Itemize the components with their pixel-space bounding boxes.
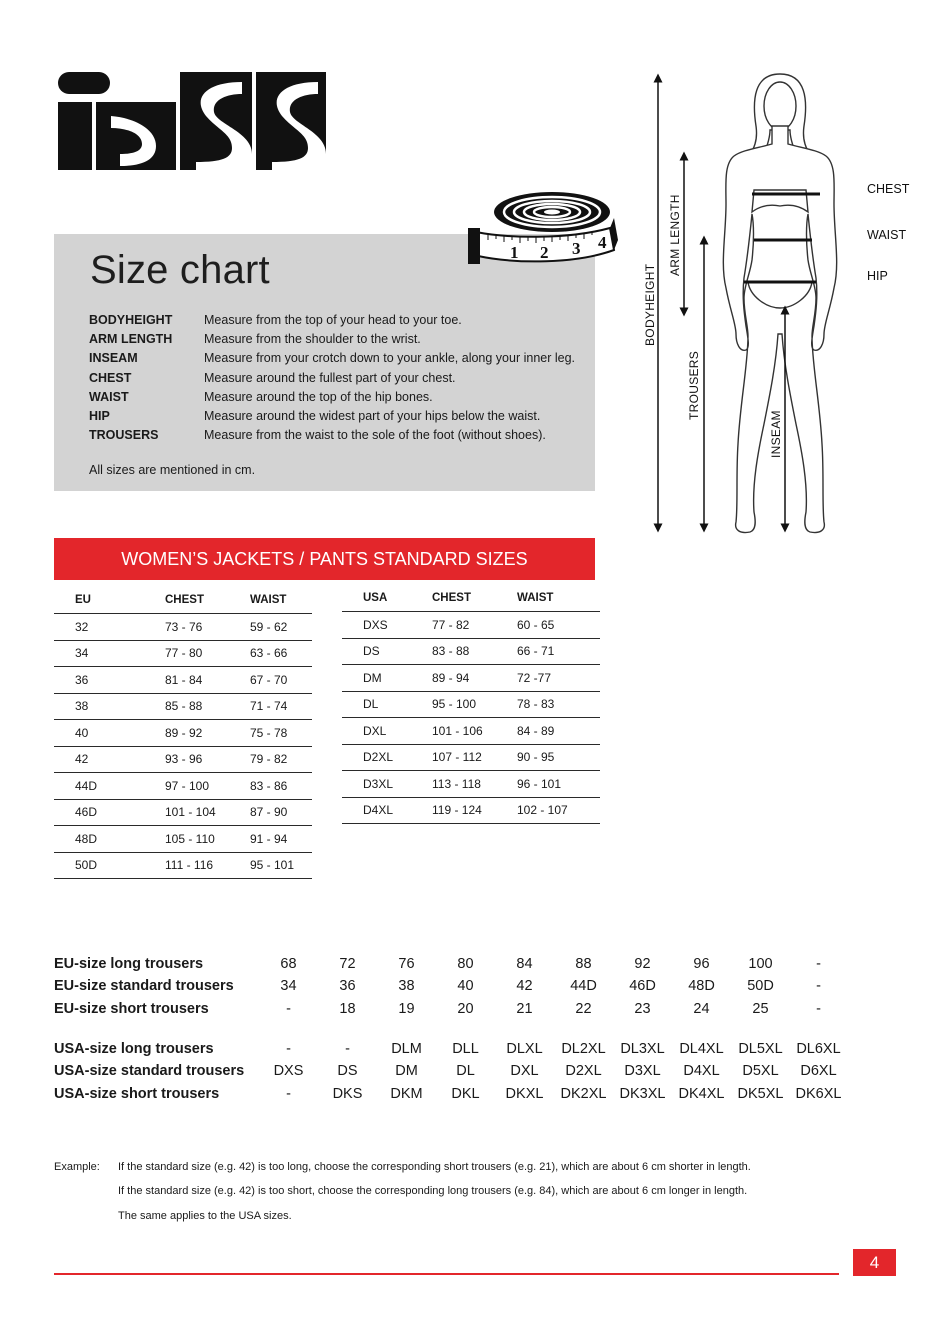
definition-desc: Measure from the waist to the sole of the foot (without shoes). <box>204 428 546 443</box>
table-row <box>342 691 600 718</box>
definition-term: HIP <box>89 408 110 423</box>
trousers-cell: DKM <box>390 1086 423 1102</box>
table-row <box>342 771 600 798</box>
trousers-cell: D5XL <box>742 1063 779 1079</box>
table-cell: 63 - 66 <box>250 640 312 667</box>
trousers-label: TROUSERS <box>687 350 701 420</box>
trousers-cell: DL5XL <box>738 1041 783 1057</box>
table-cell: 102 - 107 <box>517 797 600 824</box>
column-header: EU <box>75 594 91 606</box>
definition-row <box>89 407 575 426</box>
brand-logo <box>56 68 326 172</box>
trousers-cell: DXL <box>510 1063 539 1079</box>
trousers-cell: 80 <box>457 956 474 972</box>
trousers-cell: 72 <box>339 956 356 972</box>
trousers-cell: - <box>345 1041 350 1057</box>
table-cell: 85 - 88 <box>165 693 250 720</box>
chest-label: CHEST <box>867 182 910 196</box>
trousers-row-label: EU-size short trousers <box>54 1001 209 1017</box>
trousers-row-label: USA-size short trousers <box>54 1086 220 1102</box>
definition-term: WAIST <box>89 389 129 404</box>
table-cell: D3XL <box>342 771 432 798</box>
trousers-cell: - <box>286 1001 291 1017</box>
table-cell: DL <box>342 691 432 718</box>
units-note: All sizes are mentioned in cm. <box>89 463 256 477</box>
trousers-cell: DK2XL <box>560 1086 607 1102</box>
table-row <box>54 614 312 641</box>
example-label: Example: <box>54 1161 100 1173</box>
size-chart-panel <box>54 234 595 491</box>
table-cell: 83 - 86 <box>250 773 312 800</box>
table-cell: 89 - 92 <box>165 720 250 747</box>
trousers-cell: DKS <box>332 1086 363 1102</box>
tape-number: 2 <box>540 243 549 262</box>
trousers-cell: 42 <box>516 978 533 994</box>
example-line: The same applies to the USA sizes. <box>118 1210 292 1222</box>
table-cell: 113 - 118 <box>432 771 517 798</box>
table-cell: 72 -77 <box>517 665 600 692</box>
trousers-cell: D2XL <box>565 1063 602 1079</box>
table-cell: 78 - 83 <box>517 691 600 718</box>
woman-silhouette-icon <box>723 74 836 533</box>
table-cell: 50D <box>54 852 165 879</box>
table-cell: 60 - 65 <box>517 612 600 639</box>
trousers-cell: 44D <box>570 978 597 994</box>
definition-desc: Measure from your crotch down to your ankle, along your inner leg. <box>204 351 576 366</box>
table-cell: 75 - 78 <box>250 720 312 747</box>
body-measurement-diagram <box>630 64 930 544</box>
table-row <box>342 638 600 665</box>
trousers-cell: 46D <box>629 978 656 994</box>
trousers-cell: DLM <box>391 1041 422 1057</box>
trousers-cell: 23 <box>634 1001 651 1017</box>
table-cell: 97 - 100 <box>165 773 250 800</box>
table-cell: 40 <box>54 720 165 747</box>
table-cell: 93 - 96 <box>165 746 250 773</box>
table-header-row <box>342 585 600 612</box>
table-cell: 87 - 90 <box>250 799 312 826</box>
table-row <box>54 667 312 694</box>
trousers-cell: 92 <box>634 956 651 972</box>
table-row <box>342 665 600 692</box>
trousers-cell: DL2XL <box>561 1041 606 1057</box>
trousers-cell: 22 <box>575 1001 592 1017</box>
table-cell: 95 - 101 <box>250 852 312 879</box>
trousers-cell: 96 <box>693 956 710 972</box>
definition-term: TROUSERS <box>89 428 159 443</box>
trousers-cell: DKL <box>451 1086 480 1102</box>
definition-desc: Measure from the shoulder to the wrist. <box>204 332 421 347</box>
table-cell: DXS <box>342 612 432 639</box>
trousers-cell: 25 <box>752 1001 769 1017</box>
trousers-row-label: EU-size standard trousers <box>54 978 234 994</box>
trousers-cell: DXS <box>273 1063 304 1079</box>
trousers-cell: DK3XL <box>619 1086 666 1102</box>
table-cell: 95 - 100 <box>432 691 517 718</box>
page-title: Size chart <box>90 248 270 292</box>
table-cell: 46D <box>54 799 165 826</box>
table-cell: 77 - 82 <box>432 612 517 639</box>
table-row <box>54 852 312 879</box>
definition-desc: Measure around the top of the hip bones. <box>204 389 433 404</box>
table-cell: DM <box>342 665 432 692</box>
table-cell: 67 - 70 <box>250 667 312 694</box>
bodyheight-label: BODYHEIGHT <box>643 263 657 346</box>
trousers-cell: D6XL <box>800 1063 837 1079</box>
trousers-cell: DL3XL <box>620 1041 665 1057</box>
table-cell: 79 - 82 <box>250 746 312 773</box>
trousers-cell: DK4XL <box>678 1086 725 1102</box>
trousers-cell: 38 <box>398 978 415 994</box>
table-cell: 119 - 124 <box>432 797 517 824</box>
inseam-label: INSEAM <box>769 410 783 458</box>
trousers-cell: D3XL <box>624 1063 661 1079</box>
definition-term: INSEAM <box>89 351 138 366</box>
tape-number: 4 <box>598 233 607 252</box>
trousers-cell: 34 <box>280 978 297 994</box>
trousers-cell: - <box>816 1001 821 1017</box>
trousers-cell: 76 <box>398 956 415 972</box>
column-header: USA <box>363 592 388 604</box>
trousers-cell: DLL <box>452 1041 479 1057</box>
trousers-cell: - <box>286 1086 291 1102</box>
table-cell: 83 - 88 <box>432 638 517 665</box>
trousers-cell: DLXL <box>506 1041 543 1057</box>
table-cell: 105 - 110 <box>165 826 250 853</box>
trousers-cell: DK6XL <box>795 1086 842 1102</box>
trousers-cell: 21 <box>516 1001 533 1017</box>
trousers-cell: DM <box>395 1063 418 1079</box>
table-row <box>54 773 312 800</box>
section-banner: WOMEN’S JACKETS / PANTS STANDARD SIZES <box>54 538 595 580</box>
table-row <box>54 693 312 720</box>
definition-row <box>89 369 575 388</box>
table-cell: 34 <box>54 640 165 667</box>
trousers-cell: 88 <box>575 956 592 972</box>
definition-row <box>89 311 575 330</box>
definition-row <box>89 388 575 407</box>
table-row <box>342 612 600 639</box>
measurement-definitions <box>89 311 575 445</box>
table-cell: 91 - 94 <box>250 826 312 853</box>
trousers-cell: D4XL <box>683 1063 720 1079</box>
table-cell: 96 - 101 <box>517 771 600 798</box>
table-cell: 59 - 62 <box>250 614 312 641</box>
eu-size-table <box>54 587 312 879</box>
tape-number: 3 <box>572 239 581 258</box>
footer-rule <box>54 1273 839 1275</box>
trousers-row-label: EU-size long trousers <box>54 956 204 972</box>
trousers-cell: DS <box>337 1063 358 1079</box>
table-cell: 111 - 116 <box>165 852 250 879</box>
table-cell: 73 - 76 <box>165 614 250 641</box>
page-number: 4 <box>853 1249 896 1276</box>
table-cell: 42 <box>54 746 165 773</box>
trousers-cell: DL <box>456 1063 475 1079</box>
trousers-cell: 48D <box>688 978 715 994</box>
table-row <box>342 797 600 824</box>
table-row <box>342 744 600 771</box>
table-cell: 44D <box>54 773 165 800</box>
trousers-row-label: USA-size long trousers <box>54 1041 214 1057</box>
trousers-cell: - <box>816 956 821 972</box>
trousers-cell: 100 <box>748 956 773 972</box>
trousers-cell: 40 <box>457 978 474 994</box>
trousers-row-label: USA-size standard trousers <box>54 1063 245 1079</box>
table-cell: 81 - 84 <box>165 667 250 694</box>
table-cell: 101 - 106 <box>432 718 517 745</box>
hip-label: HIP <box>867 269 888 283</box>
table-row <box>54 640 312 667</box>
measuring-tape-icon <box>466 188 618 266</box>
definition-row <box>89 349 575 368</box>
table-cell: 36 <box>54 667 165 694</box>
waist-label: WAIST <box>867 228 907 242</box>
trousers-cell: - <box>816 978 821 994</box>
table-cell: 90 - 95 <box>517 744 600 771</box>
table-row <box>54 720 312 747</box>
trousers-cell: DL6XL <box>796 1041 841 1057</box>
table-cell: 71 - 74 <box>250 693 312 720</box>
table-cell: 89 - 94 <box>432 665 517 692</box>
table-row <box>54 799 312 826</box>
definition-row <box>89 330 575 349</box>
table-cell: 32 <box>54 614 165 641</box>
trousers-cell: 19 <box>398 1001 415 1017</box>
trousers-cell: - <box>286 1041 291 1057</box>
table-cell: DXL <box>342 718 432 745</box>
table-cell: 107 - 112 <box>432 744 517 771</box>
column-header: CHEST <box>432 592 471 604</box>
trousers-cell: 20 <box>457 1001 474 1017</box>
trousers-cell: 24 <box>693 1001 710 1017</box>
arm-length-label: ARM LENGTH <box>668 194 682 276</box>
trousers-cell: 68 <box>280 956 297 972</box>
table-cell: 101 - 104 <box>165 799 250 826</box>
trousers-cell: DL4XL <box>679 1041 724 1057</box>
table-cell: 38 <box>54 693 165 720</box>
usa-size-table <box>342 585 600 824</box>
table-row <box>342 718 600 745</box>
definition-term: BODYHEIGHT <box>89 313 173 327</box>
example-line: If the standard size (e.g. 42) is too long, choose the corresponding short trousers (e.g. 21), which are about 6 cm shorter in length. <box>118 1161 751 1173</box>
table-cell: DS <box>342 638 432 665</box>
definition-term: CHEST <box>89 370 132 385</box>
definition-desc: Measure around the widest part of your hips below the waist. <box>204 408 541 423</box>
table-cell: D2XL <box>342 744 432 771</box>
column-header: CHEST <box>165 594 204 606</box>
trousers-cell: DK5XL <box>737 1086 784 1102</box>
definition-desc: Measure from the top of your head to your toe. <box>204 313 462 327</box>
trousers-cell: 50D <box>747 978 774 994</box>
definition-term: ARM LENGTH <box>89 332 173 347</box>
trousers-cell: 84 <box>516 956 533 972</box>
table-header-row <box>54 587 312 614</box>
example-line: If the standard size (e.g. 42) is too short, choose the corresponding long trousers (e.g. 84), which are about 6 cm longer in length. <box>118 1185 748 1197</box>
table-row <box>54 746 312 773</box>
definition-row <box>89 426 575 445</box>
table-cell: 48D <box>54 826 165 853</box>
table-cell: 77 - 80 <box>165 640 250 667</box>
trousers-cell: 18 <box>339 1001 356 1017</box>
table-row <box>54 826 312 853</box>
column-header: WAIST <box>517 592 554 604</box>
trousers-cell: 36 <box>339 978 356 994</box>
table-cell: 84 - 89 <box>517 718 600 745</box>
definition-desc: Measure around the fullest part of your chest. <box>204 370 456 385</box>
trousers-cell: DKXL <box>505 1086 544 1102</box>
tape-number: 1 <box>510 243 519 262</box>
column-header: WAIST <box>250 594 287 606</box>
table-cell: D4XL <box>342 797 432 824</box>
table-cell: 66 - 71 <box>517 638 600 665</box>
